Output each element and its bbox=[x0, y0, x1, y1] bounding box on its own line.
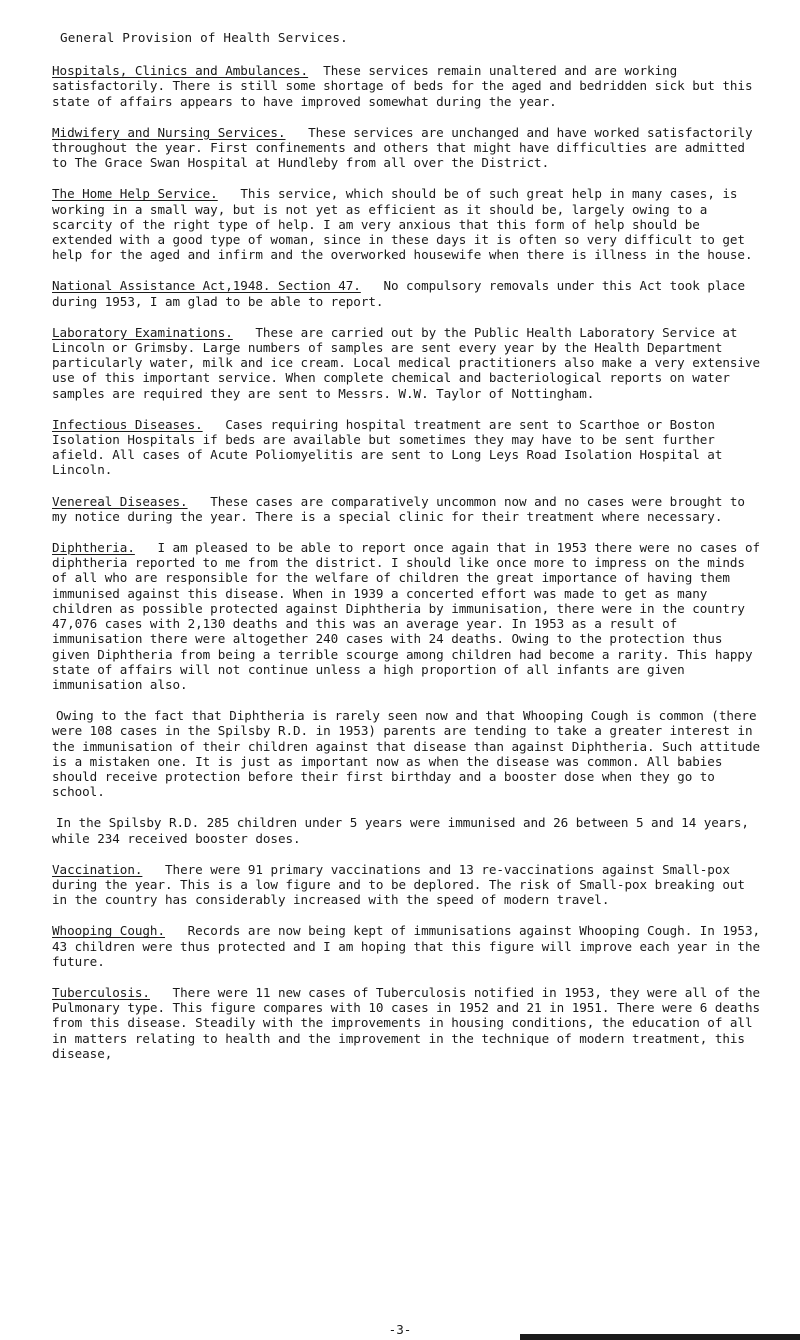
section-midwifery bbox=[52, 125, 766, 171]
section-body: There were 11 new cases of Tuberculosis notified in 1953, they were all of the Pulmonary type. This figure compares with 10 cases in 1952 and 21 in 1951. There were 6 deaths from this disease. Steadily with the improvements in housing conditions, the education of all in matters relating to health and the improvement in the technique of modern treatment, this disease, bbox=[52, 984, 761, 1061]
section-venereal-diseases bbox=[52, 494, 766, 524]
section-body: These services are unchanged and have worked satisfactorily throughout the year. First confinements and others that might have difficulties are admitted to The Grace Swan Hospital at Hundleby from all over the District. bbox=[52, 124, 753, 171]
section-infectious-diseases bbox=[52, 417, 766, 478]
section-title: Diphtheria. bbox=[52, 540, 135, 556]
section-title: Midwifery and Nursing Services. bbox=[52, 124, 286, 140]
section-whooping-cough bbox=[52, 923, 766, 969]
section-diphtheria bbox=[52, 540, 766, 692]
section-title: Tuberculosis. bbox=[52, 984, 150, 1000]
section-national-assistance bbox=[52, 278, 766, 308]
section-title: Vaccination. bbox=[52, 861, 143, 877]
section-body: These are carried out by the Public Health Laboratory Service at Lincoln or Grimsby. Large numbers of samples are sent every year by the Health Department particularly water, milk and ice cream. Local medical practitioners also make a very extensive use of this important service. When complete chemical and bacteriological reports on water samples are required they are sent to Messrs. W.W. Taylor of Nottingham. bbox=[52, 324, 761, 401]
section-body: In the Spilsby R.D. 285 children under 5 years were immunised and 26 between 5 and 14 years, while 234 received booster doses. bbox=[52, 815, 749, 846]
section-home-help bbox=[52, 186, 766, 262]
section-tuberculosis bbox=[52, 985, 766, 1061]
section-diphtheria-cont bbox=[52, 708, 766, 799]
section-laboratory bbox=[52, 325, 766, 401]
section-title: Hospitals, Clinics and Ambulances. bbox=[52, 63, 309, 79]
section-body: I am pleased to be able to report once again that in 1953 there were no cases of diphtheria reported to me from the district. I should like once more to impress on the minds of all who are responsible for the welfare of children the great importance of having them immunised against this disease. When in 1939 a concerted effort was made to get as many children as possible protected against Diphtheria by immunisation, there were in the country 47,076 cases with 2,130 deaths and this was an average year. In 1953 as a result of immunisation there were altogether 240 cases with 24 deaths. Owing to the protection thus given Diphtheria from being a terrible scourge among children had become a rarity. This happy state of affairs will not continue unless a high proportion of all infants are given immunisation also. bbox=[52, 540, 761, 692]
page-heading: General Provision of Health Services. bbox=[60, 30, 348, 45]
section-title: Whooping Cough. bbox=[52, 923, 165, 939]
section-body: This service, which should be of such great help in many cases, is working in a small way, but is not yet as efficient as it should be, largely owing to a scarcity of the right type of help. I am very anxious that this form of help should be extended with a good type of woman, since in these days it is often so very difficult to get help for the aged and infirm and the overworked housewife when there is illness in the house. bbox=[52, 186, 753, 263]
section-body: These services remain unaltered and are working satisfactorily. There is still some shortage of beds for the aged and bedridden sick but this state of affairs appears to have improved somewhat during the year. bbox=[52, 63, 753, 109]
section-diphtheria-figures bbox=[52, 815, 766, 845]
section-body: These cases are comparatively uncommon now and no cases were brought to my notice during the year. There is a special clinic for their treatment where necessary. bbox=[52, 493, 745, 524]
section-title: Laboratory Examinations. bbox=[52, 324, 233, 340]
section-body: Owing to the fact that Diphtheria is rarely seen now and that Whooping Cough is common (there were 108 cases in the Spilsby R.D. in 1953) parents are tending to take a greater interest in the immunisation of their children against that disease than against Diphtheria. Such attitude is a mistaken one. It is just as important now as when the disease was common. All babies should receive protection before their first birthday and a booster dose when they go to school. bbox=[52, 708, 761, 800]
section-body: Records are now being kept of immunisations against Whooping Cough. In 1953, 43 children were thus protected and I am hoping that this figure will improve each year in the future. bbox=[52, 923, 761, 969]
section-title: Venereal Diseases. bbox=[52, 493, 188, 509]
page-number: -3- bbox=[388, 1322, 412, 1337]
section-body: No compulsory removals under this Act took place during 1953, I am glad to be able to report. bbox=[52, 278, 745, 309]
bottom-edge-rule bbox=[520, 1334, 800, 1340]
section-title: Infectious Diseases. bbox=[52, 416, 203, 432]
section-body: Cases requiring hospital treatment are sent to Scarthoe or Boston Isolation Hospitals if beds are available but sometimes they may have to be sent further afield. All cases of Acute Poliomyelitis are sent to Long Leys Road Isolation Hospital at Lincoln. bbox=[52, 416, 723, 478]
section-title: National Assistance Act,1948. Section 47. bbox=[52, 278, 361, 294]
section-title: The Home Help Service. bbox=[52, 186, 218, 202]
section-body: There were 91 primary vaccinations and 13 re-vaccinations against Small-pox during the year. This is a low figure and to be deplored. The risk of Small-pox breaking out in the country has considerably increased with the speed of modern travel. bbox=[52, 861, 745, 908]
section-hospitals bbox=[52, 63, 766, 109]
section-vaccination bbox=[52, 862, 766, 908]
